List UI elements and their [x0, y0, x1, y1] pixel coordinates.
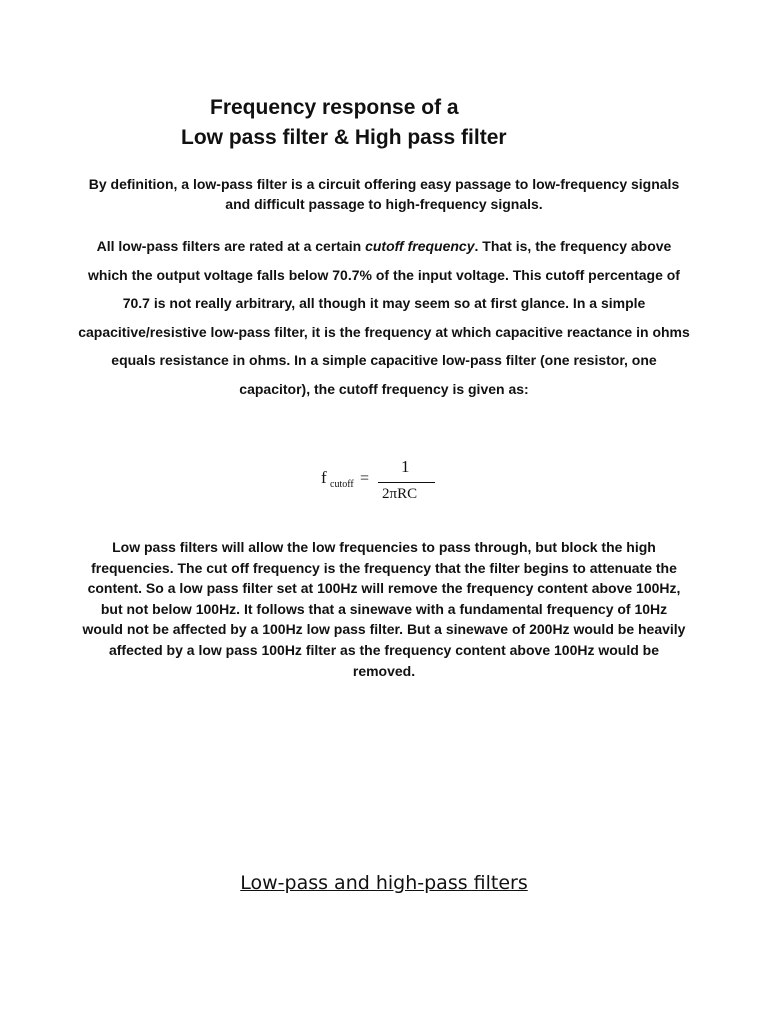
lowpass-paragraph: Low pass filters will allow the low frequencies to pass through, but block the high frequencies. The cut off frequency is the frequency that the filter begins to attenuate the content. So a low pass filter set at 100Hz will remove the frequency content above 100Hz, but not below 100Hz. It follows that a sinewave with a fundamental frequency of 10Hz would not be affected by a 100Hz low pass filter. But a sinewave of 200Hz would be heavily affected by a low pass 100Hz filter as the frequency content above 100Hz would be removed.: [82, 539, 686, 679]
cutoff-paragraph: [78, 232, 690, 403]
formula-lhs: f: [321, 468, 327, 487]
cutoff-paragraph-after: . That is, the frequency above which the output voltage falls below 70.7% of the input voltage. This cutoff percentage of 70.7 is not really arbitrary, all though it may seem so at first glance. In a simple capacitive/resistive low-pass filter, it is the frequency at which capacitive reactance in ohms equals resistance in ohms. In a simple capacitive low-pass filter (one resistor, one capacitor), the cutoff frequency is given as:: [78, 238, 690, 397]
page-title-line-1: Frequency response of a: [210, 96, 459, 119]
cutoff-paragraph-before: All low-pass filters are rated at a certain: [96, 238, 366, 254]
formula-numerator: 1: [401, 457, 410, 476]
intro-paragraph: By definition, a low-pass filter is a circuit offering easy passage to low-frequency signals and difficult passage to high-frequency signals.: [88, 176, 680, 212]
cutoff-frequency-term: cutoff frequency: [365, 238, 475, 254]
formula-equals: =: [360, 470, 370, 487]
formula-fraction-bar: [378, 482, 435, 483]
formula-subscript: cutoff: [330, 479, 354, 490]
formula-denominator: 2πRC: [382, 486, 418, 502]
section-heading: Low-pass and high-pass filters: [240, 872, 528, 894]
page-title-line-2: Low pass filter & High pass filter: [181, 126, 507, 149]
